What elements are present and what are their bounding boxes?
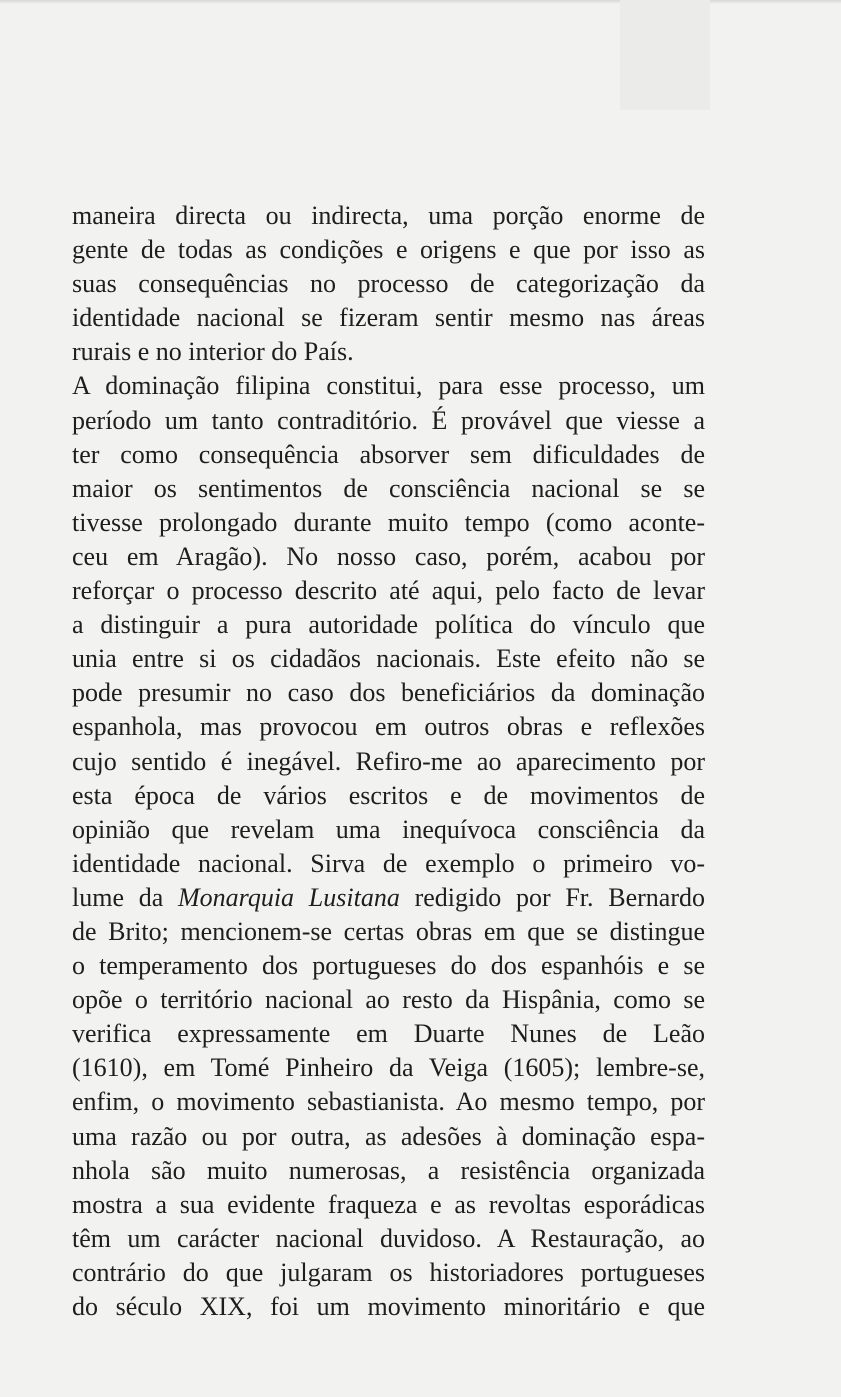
text-line: uma razão ou por outra, as adesões à dominação espa-	[72, 1121, 705, 1151]
text-line: pode presumir no caso dos beneficiários da dominação	[72, 678, 705, 708]
text-line: cujo sentido é inegável. Refiro-me ao aparecimento por	[72, 746, 705, 776]
text-line: rurais e no interior do País.	[72, 337, 354, 367]
text-line-with-title	[72, 881, 705, 915]
text-line: do século XIX, foi um movimento minoritário e que	[72, 1292, 705, 1321]
text-line: unia entre si os cidadãos nacionais. Este efeito não se	[72, 644, 705, 674]
text-line: gente de todas as condições e origens e que por isso as	[72, 235, 705, 265]
text-line: têm um carácter nacional duvidoso. A Restauração, ao	[72, 1223, 705, 1253]
text-line: maior os sentimentos de consciência nacional se se	[72, 473, 705, 503]
text-line: opinião que revelam uma inequívoca consciência da	[72, 814, 705, 844]
text-line: reforçar o processo descrito até aqui, pelo facto de levar	[72, 576, 705, 606]
text-line: identidade nacional se fizeram sentir mesmo nas áreas	[72, 303, 705, 333]
text-line: contrário do que julgaram os historiadores portugueses	[72, 1257, 705, 1287]
text-segment: lume da	[72, 882, 179, 912]
text-line: o temperamento dos portugueses do dos espanhóis e se	[72, 951, 705, 981]
text-line: esta época de vários escritos e de movimentos de	[72, 780, 705, 810]
text-line: identidade nacional. Sirva de exemplo o primeiro vo-	[72, 848, 705, 878]
text-line: espanhola, mas provocou em outros obras e reflexões	[72, 712, 705, 742]
text-line: a distinguir a pura autoridade política do vínculo que	[72, 610, 705, 640]
text-line: mostra a sua evidente fraqueza e as revoltas esporádicas	[72, 1189, 705, 1219]
text-line: nhola são muito numerosas, a resistência organizada	[72, 1155, 705, 1185]
text-line: tivesse prolongado durante muito tempo (como aconte-	[72, 507, 705, 537]
text-segment: redigido por Fr. Bernardo	[399, 882, 705, 912]
book-title: Monarquia Lusitana	[178, 882, 400, 912]
text-line: ter como consequência absorver sem dificuldades de	[72, 439, 705, 469]
text-line: suas consequências no processo de categorização da	[72, 269, 705, 299]
page-body-text	[72, 199, 705, 1324]
page-top-edge	[0, 0, 841, 4]
text-line: maneira directa ou indirecta, uma porção enorme de	[72, 201, 705, 230]
text-line: enfim, o movimento sebastianista. Ao mesmo tempo, por	[72, 1087, 705, 1117]
scan-shadow	[620, 0, 710, 110]
text-line: opõe o território nacional ao resto da Hispânia, como se	[72, 985, 705, 1015]
text-line: período um tanto contraditório. É provável que viesse a	[72, 405, 705, 435]
text-line: A dominação filipina constitui, para esse processo, um	[72, 371, 705, 401]
text-line: ceu em Aragão). No nosso caso, porém, acabou por	[72, 541, 705, 571]
text-line: (1610), em Tomé Pinheiro da Veiga (1605); lembre-se,	[72, 1053, 705, 1083]
text-line: de Brito; mencionem-se certas obras em que se distingue	[72, 916, 705, 946]
text-line: verifica expressamente em Duarte Nunes de Leão	[72, 1019, 705, 1049]
